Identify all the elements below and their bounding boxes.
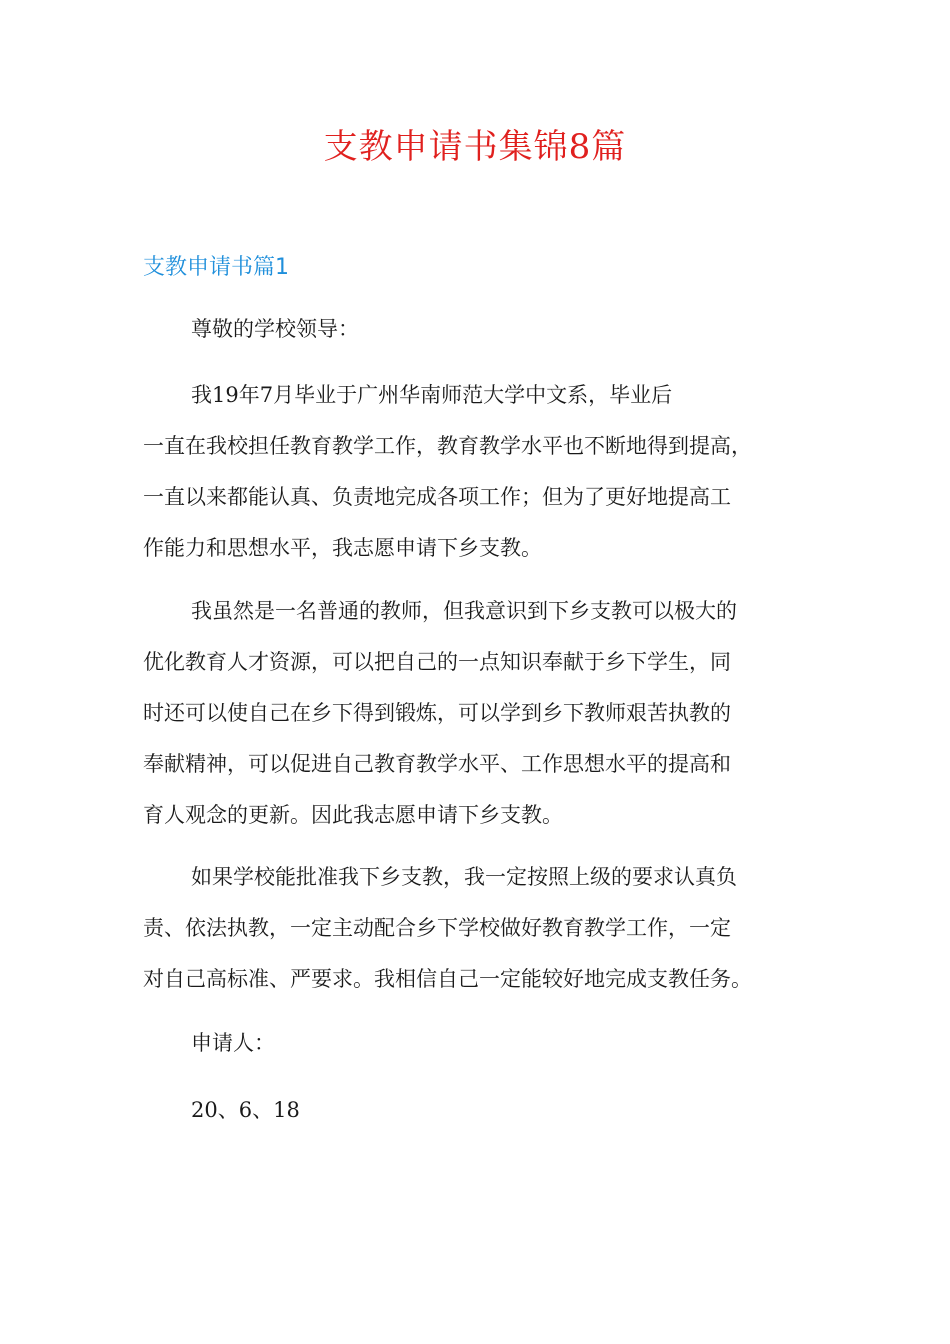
paragraph-line: 责、依法执教，一定主动配合乡下学校做好教育教学工作，一定 [143, 916, 731, 940]
paragraph-line: 我19年7月毕业于广州华南师范大学中文系，毕业后 [191, 383, 673, 407]
paragraph-1 [143, 370, 807, 574]
salutation [143, 304, 807, 355]
paragraph-line: 一直在我校担任教育教学工作，教育教学水平也不断地得到提高， [143, 434, 752, 458]
paragraph-line: 如果学校能批准我下乡支教，我一定按照上级的要求认真负 [191, 865, 737, 889]
signature-label: 申请人： [191, 1031, 275, 1055]
salutation-text: 尊敬的学校领导： [191, 317, 359, 341]
document-title: 支教申请书集锦8篇 [323, 127, 627, 167]
paragraph-line: 一直以来都能认真、负责地完成各项工作；但为了更好地提高工 [143, 485, 731, 509]
paragraph-2 [143, 586, 807, 841]
signature [143, 1018, 807, 1069]
section-heading: 支教申请书篇1 [143, 255, 289, 280]
paragraph-line: 奉献精神，可以促进自己教育教学水平、工作思想水平的提高和 [143, 752, 731, 776]
paragraph-line: 优化教育人才资源，可以把自己的一点知识奉献于乡下学生，同 [143, 650, 731, 674]
paragraph-line: 时还可以使自己在乡下得到锻炼，可以学到乡下教师艰苦执教的 [143, 701, 731, 725]
paragraph-3 [143, 852, 807, 1005]
paragraph-line: 我虽然是一名普通的教师，但我意识到下乡支教可以极大的 [191, 599, 737, 623]
paragraph-line: 作能力和思想水平，我志愿申请下乡支教。 [143, 536, 542, 560]
paragraph-line: 对自己高标准、严要求。我相信自己一定能较好地完成支教任务。 [143, 967, 752, 991]
paragraph-line: 育人观念的更新。因此我志愿申请下乡支教。 [143, 803, 563, 827]
date-text: 20、6、18 [191, 1098, 300, 1122]
date [143, 1085, 807, 1136]
